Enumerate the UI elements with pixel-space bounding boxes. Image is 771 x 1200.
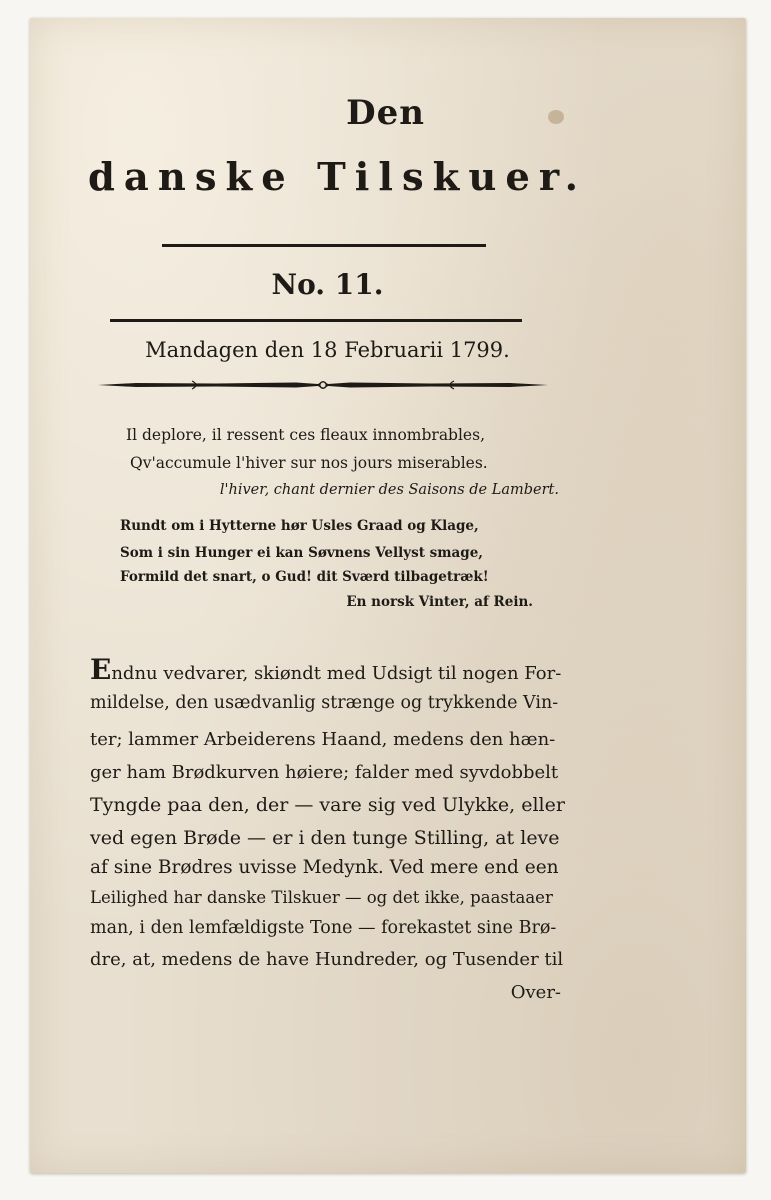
- issue-rule: [110, 319, 522, 322]
- norwegian-epigraph-line: Som i sin Hunger ei kan Søvnens Vellyst smage,: [120, 545, 484, 561]
- body-line: ved egen Brøde — er i den tunge Stilling, at leve: [90, 827, 560, 849]
- body-line: af sine Brødres uvisse Medynk. Ved mere end een: [90, 857, 559, 878]
- body-line: mildelse, den usædvanlig strænge og trykkende Vin-: [90, 693, 559, 713]
- norwegian-epigraph-line: Rundt om i Hytterne hør Usles Graad og Klage,: [120, 518, 479, 534]
- masthead-rule: [162, 244, 486, 247]
- french-epigraph-line: Il deplore, il ressent ces fleaux innombrables,: [126, 426, 485, 444]
- norwegian-epigraph-line: Formild det snart, o Gud! dit Sværd tilbagetræk!: [120, 569, 489, 585]
- catchword: Over-: [510, 982, 561, 1003]
- french-epigraph-attribution: l'hiver, chant dernier des Saisons de Lambert.: [219, 482, 559, 498]
- issue-number: No. 11.: [271, 268, 384, 301]
- body-line: [90, 653, 564, 686]
- masthead-title: danske Tilskuer.: [88, 155, 587, 200]
- french-epigraph-line: Qv'accumule l'hiver sur nos jours miserables.: [130, 454, 488, 472]
- body-line: man, i den lemfældigste Tone — forekastet sine Brø-: [90, 918, 557, 938]
- drop-cap: E: [90, 653, 112, 686]
- body-line: ger ham Brødkurven høiere; falder med syvdobbelt: [90, 762, 559, 783]
- issue-date: Mandagen den 18 Februarii 1799.: [145, 338, 510, 362]
- ornamental-divider: [96, 377, 550, 393]
- body-line: Leilighed har danske Tilskuer — og det ikke, paastaaer: [90, 888, 553, 907]
- masthead-line-1: Den: [346, 93, 425, 133]
- norwegian-epigraph-attribution: En norsk Vinter, af Rein.: [346, 594, 533, 610]
- body-line-text: ndnu vedvarer, skiøndt med Udsigt til nogen For-: [111, 663, 562, 684]
- body-line: ter; lammer Arbeiderens Haand, medens den hæn-: [90, 729, 556, 750]
- body-line: dre, at, medens de have Hundreder, og Tusender til: [90, 949, 564, 970]
- body-line: Tyngde paa den, der — vare sig ved Ulykke, eller: [90, 794, 565, 816]
